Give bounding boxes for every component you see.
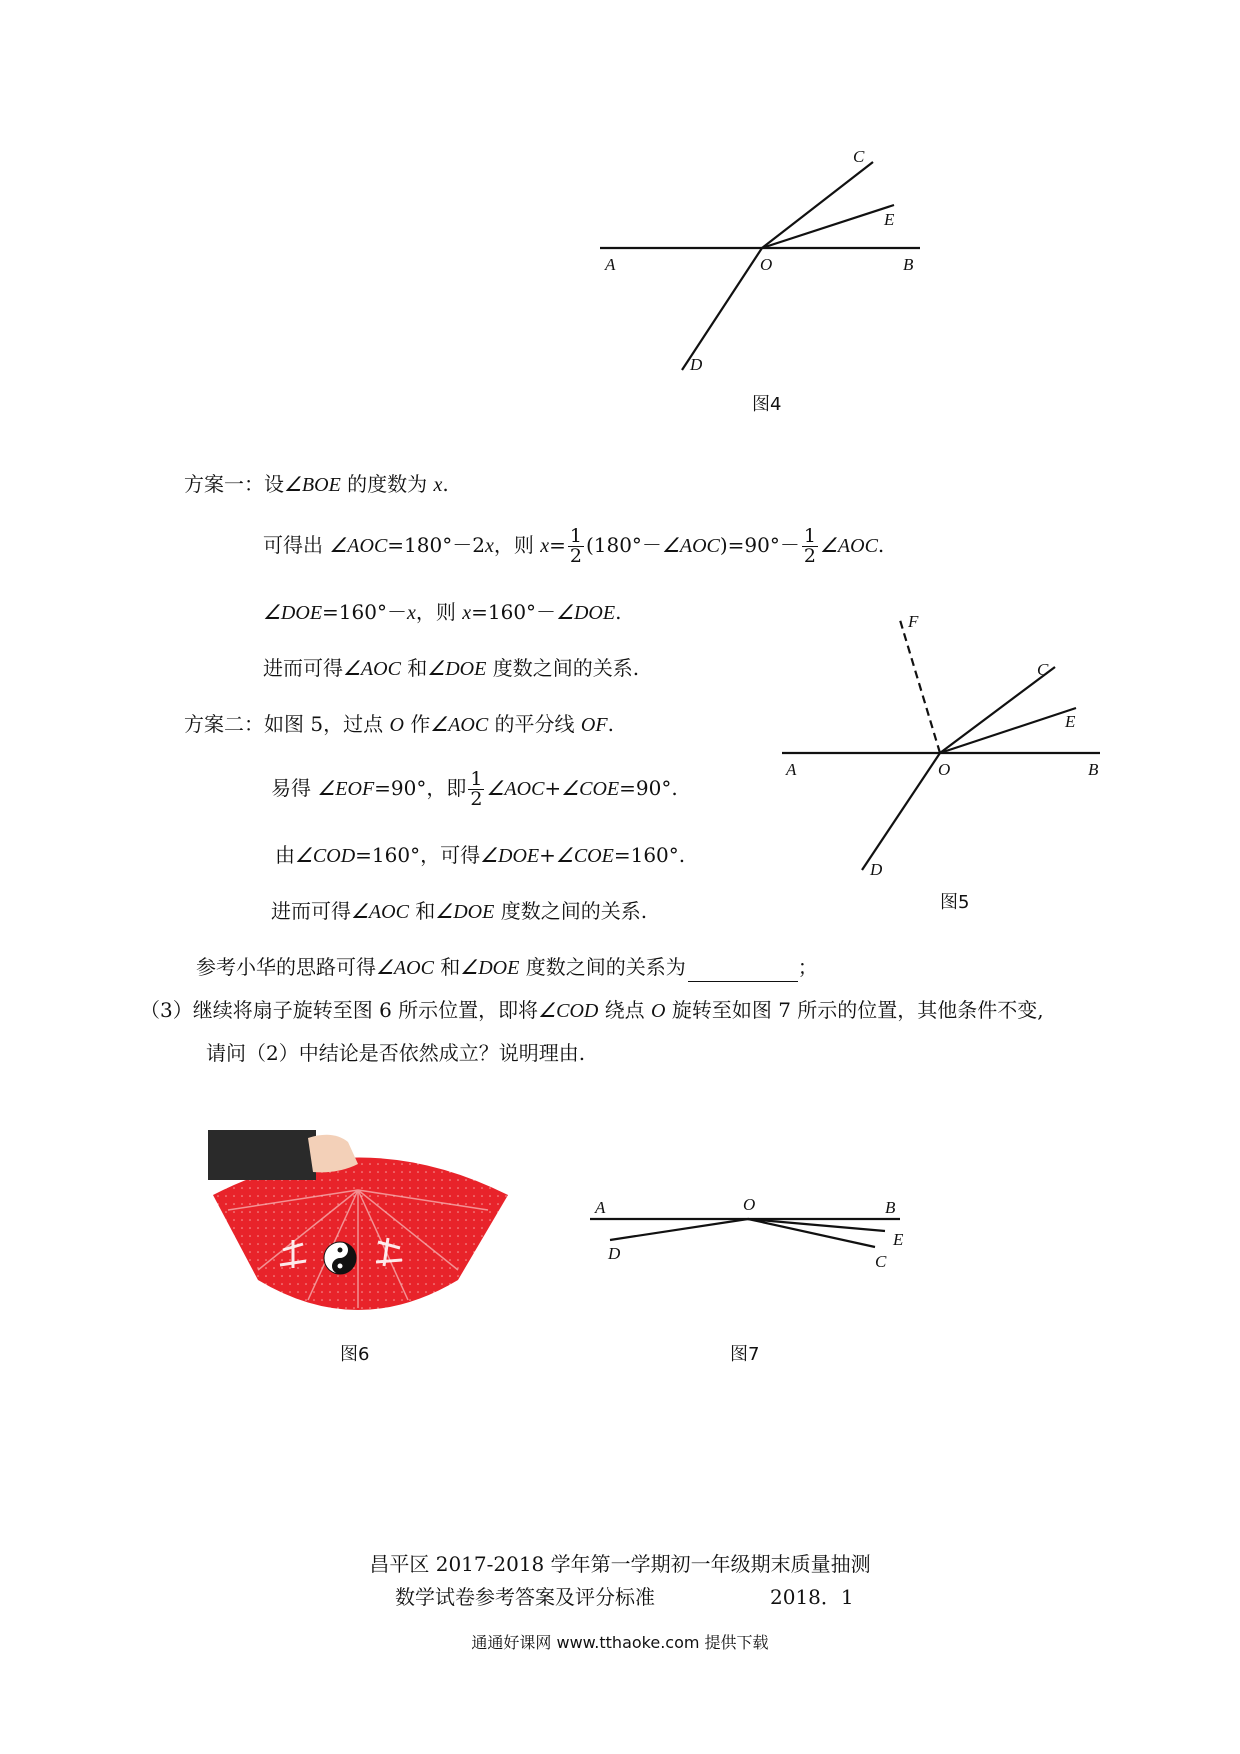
fig5-label-A: A [786, 760, 797, 779]
fan-body [213, 1158, 508, 1311]
fig4-label-E: E [884, 210, 895, 229]
yin-yang-icon [324, 1242, 356, 1274]
figure-4-diagram [580, 140, 940, 380]
footer-date: 2018．1 [770, 1585, 854, 1609]
fig7-label-D: D [608, 1244, 621, 1263]
plan1-line2: 可得出 ∠AOC=180°－2x，则 x= $\frac{1}{2}$ (180°－∠AOC)=90°－ $\frac{1}{2}$ ∠AOC. [263, 525, 885, 567]
fig4-label-D: D [690, 355, 703, 374]
conclusion-line: 参考小华的思路可得∠AOC 和∠DOE 度数之间的关系为 ； [196, 953, 818, 982]
hand [308, 1135, 358, 1173]
figure-5-diagram [770, 605, 1120, 885]
answer-blank[interactable] [688, 961, 798, 982]
figure-5-caption: 图5 [940, 892, 970, 913]
fig7-label-C: C [875, 1252, 887, 1271]
fig5-label-D: D [870, 860, 883, 879]
fig7-label-B: B [885, 1198, 896, 1217]
plan1-line3: ∠DOE=160°－x，则 x=160°－∠DOE. [263, 600, 622, 624]
fig4-label-A: A [605, 255, 616, 274]
fig5-label-O: O [938, 760, 951, 779]
fig4-label-O: O [760, 255, 773, 274]
plan2-line3: 由∠COD=160°，可得∠DOE+∠COE=160°. [275, 843, 686, 867]
figure-4-caption: 图4 [752, 394, 782, 415]
footer-subtitle: 数学试卷参考答案及评分标准 [395, 1585, 655, 1609]
figure-6-fan-photo [208, 1130, 513, 1320]
fraction-one-half: $\frac{1}{2}$ [470, 768, 483, 810]
fig4-label-C: C [853, 147, 865, 166]
footer-title: 昌平区 2017-2018 学年第一学期初一年级期末质量抽测 [369, 1552, 871, 1576]
plan1-line1: 方案一：设∠BOE 的度数为 x. [184, 472, 449, 496]
fig7-label-E: E [893, 1230, 904, 1249]
fig5-label-F: F [908, 612, 919, 631]
figure-7-caption: 图7 [730, 1344, 760, 1365]
fig7-label-A: A [595, 1198, 606, 1217]
fig7-label-O: O [743, 1195, 756, 1214]
fraction-one-half: $\frac{1}{2}$ [569, 525, 582, 567]
plan2-line1: 方案二：如图 5，过点 O 作∠AOC 的平分线 OF. [184, 712, 614, 736]
fig5-label-C: C [1037, 660, 1049, 679]
fraction-one-half: $\frac{1}{2}$ [803, 525, 816, 567]
q3-line1: （3）继续将扇子旋转至图 6 所示位置，即将∠COD 绕点 O 旋转至如图 7 所示的位置，其他条件不变, [140, 998, 1044, 1022]
fig5-label-B: B [1088, 760, 1099, 779]
plan2-line4: 进而可得∠AOC 和∠DOE 度数之间的关系. [271, 899, 648, 923]
plan2-line2: 易得 ∠EOF=90°，即 $\frac{1}{2}$ ∠AOC+∠COE=90°. [271, 768, 678, 810]
sleeve [208, 1130, 316, 1180]
plan1-line4: 进而可得∠AOC 和∠DOE 度数之间的关系. [263, 656, 640, 680]
fig4-label-B: B [903, 255, 914, 274]
figure-6-caption: 图6 [340, 1344, 370, 1365]
q3-line2: 请问（2）中结论是否依然成立？说明理由. [206, 1041, 586, 1065]
figure-7-diagram [580, 1195, 920, 1275]
footer-source: 通通好课网 www.tthaoke.com 提供下载 [471, 1633, 769, 1652]
fig5-label-E: E [1065, 712, 1076, 731]
